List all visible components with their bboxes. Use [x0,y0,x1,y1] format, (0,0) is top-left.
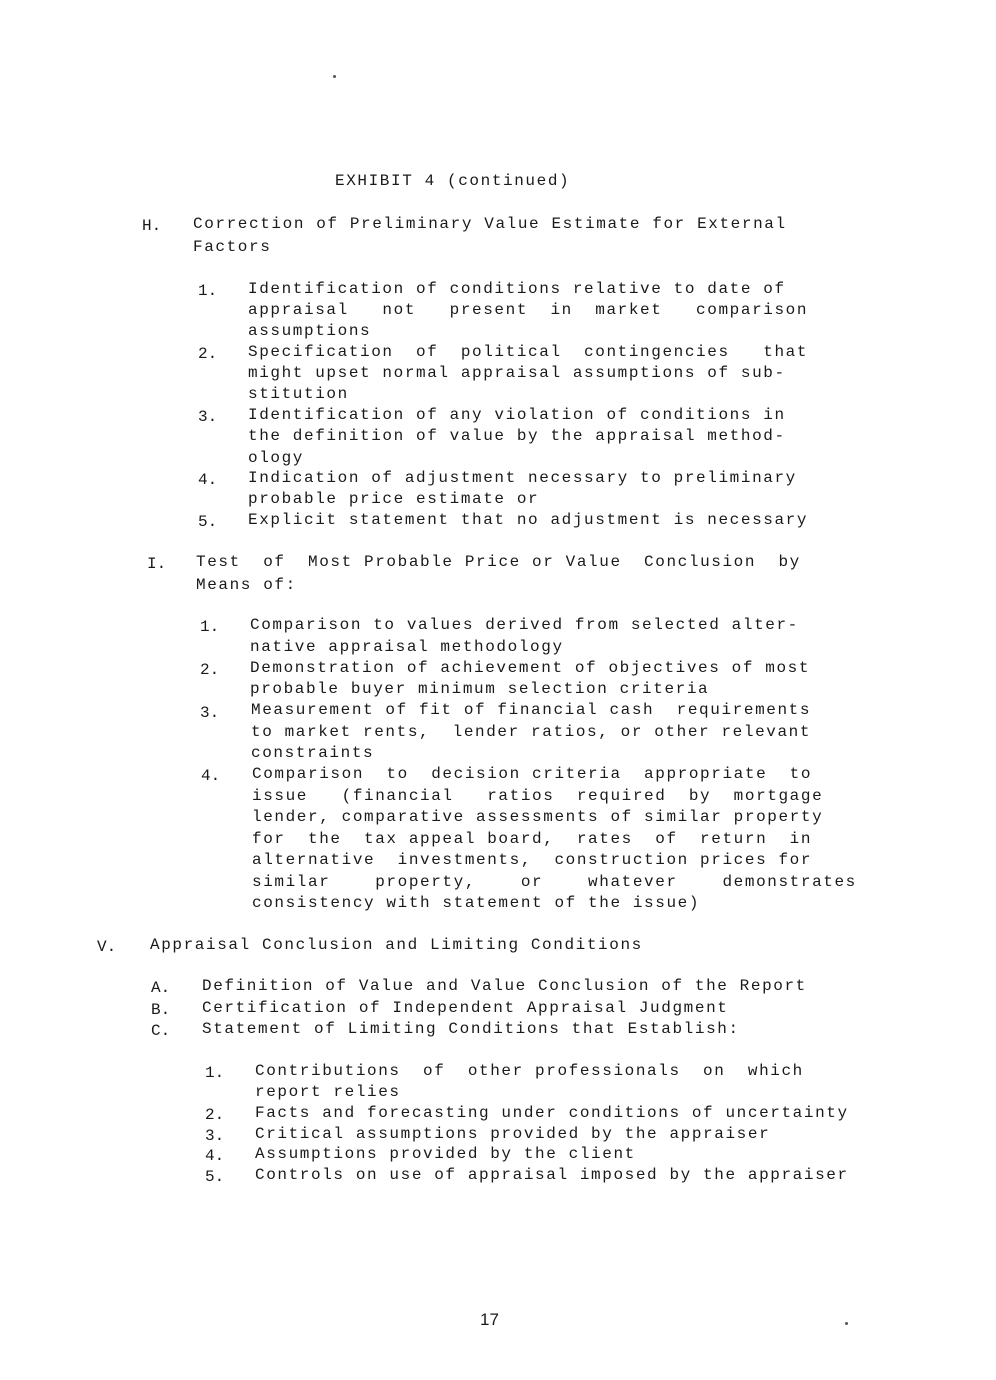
list-item-line: probable buyer minimum selection criteria [250,680,710,698]
list-item-number: 1. [205,1064,225,1082]
list-item-line: lender, comparative assessments of similar property [252,808,824,826]
scan-speck [333,75,336,78]
list-item-line: Specification of political contingencies that [248,343,809,361]
subsection-label: A. [151,979,171,997]
list-item-line: assumptions [248,322,372,340]
list-item-line: report relies [255,1083,401,1101]
list-item-number: 2. [198,345,218,363]
list-item-line: Explicit statement that no adjustment is necessary [248,511,809,529]
list-item-line: constraints [251,744,375,762]
section-h-heading-line: Correction of Preliminary Value Estimate for External [193,215,787,233]
list-item-number: 4. [198,471,218,489]
list-item-line: Demonstration of achievement of objectives of most [250,659,811,677]
subsection-text: Statement of Limiting Conditions that Establish: [202,1020,740,1038]
section-h-label: H. [142,217,162,235]
list-item-line: Indication of adjustment necessary to preliminary [248,469,797,487]
page-number: 17 [480,1310,499,1329]
list-item-number: 2. [205,1106,225,1124]
list-item-line: Controls on use of appraisal imposed by the appraiser [255,1166,849,1184]
subsection-text: Definition of Value and Value Conclusion of the Report [202,977,807,995]
list-item-line: for the tax appeal board, rates of return in [252,830,813,848]
list-item-line: Identification of conditions relative to date of [248,280,786,298]
list-item-number: 5. [205,1168,225,1186]
list-item-number: 5. [198,513,218,531]
section-i-heading-line: Means of: [196,576,297,594]
list-item-line: consistency with statement of the issue) [252,894,701,912]
list-item-line: Comparison to decision criteria appropriate to [252,765,813,783]
subsection-label: C. [151,1022,171,1040]
list-item-number: 1. [198,282,218,300]
list-item-line: appraisal not present in market comparison [248,301,809,319]
list-item-line: Assumptions provided by the client [255,1145,636,1163]
subsection-text: Certification of Independent Appraisal Judgment [202,999,729,1017]
list-item-line: Comparison to values derived from selected alter- [250,616,799,634]
list-item-line: Critical assumptions provided by the appraiser [255,1125,771,1143]
list-item-line: native appraisal methodology [250,638,564,656]
subsection-label: B. [151,1001,171,1019]
exhibit-title: EXHIBIT 4 (continued) [335,172,571,190]
list-item-number: 2. [200,661,220,679]
list-item-number: 3. [205,1127,225,1145]
section-i-heading-line: Test of Most Probable Price or Value Conclusion by [196,553,801,571]
list-item-number: 4. [201,767,221,785]
section-v-heading: Appraisal Conclusion and Limiting Conditions [150,936,643,954]
list-item-line: ology [248,449,305,467]
scan-speck [845,1322,848,1325]
list-item-line: might upset normal appraisal assumptions of sub- [248,364,786,382]
section-h-heading-line: Factors [193,238,272,256]
list-item-line: stitution [248,385,349,403]
list-item-line: Identification of any violation of conditions in [248,406,786,424]
list-item-line: probable price estimate or [248,490,540,508]
list-item-line: issue (financial ratios required by mortgage [252,787,824,805]
list-item-line: Measurement of fit of financial cash requirements [251,701,812,719]
list-item-number: 4. [205,1147,225,1165]
list-item-number: 3. [200,704,220,722]
list-item-line: alternative investments, construction prices for [252,851,813,869]
list-item-line: similar property, or whatever demonstrates [252,873,857,891]
section-i-label: I. [147,555,167,573]
list-item-line: Facts and forecasting under conditions of uncertainty [255,1104,849,1122]
list-item-line: to market rents, lender ratios, or other relevant [251,723,812,741]
list-item-line: the definition of value by the appraisal method- [248,427,786,445]
list-item-line: Contributions of other professionals on which [255,1062,804,1080]
list-item-number: 3. [198,408,218,426]
list-item-number: 1. [200,618,220,636]
section-v-label: V. [97,938,117,956]
